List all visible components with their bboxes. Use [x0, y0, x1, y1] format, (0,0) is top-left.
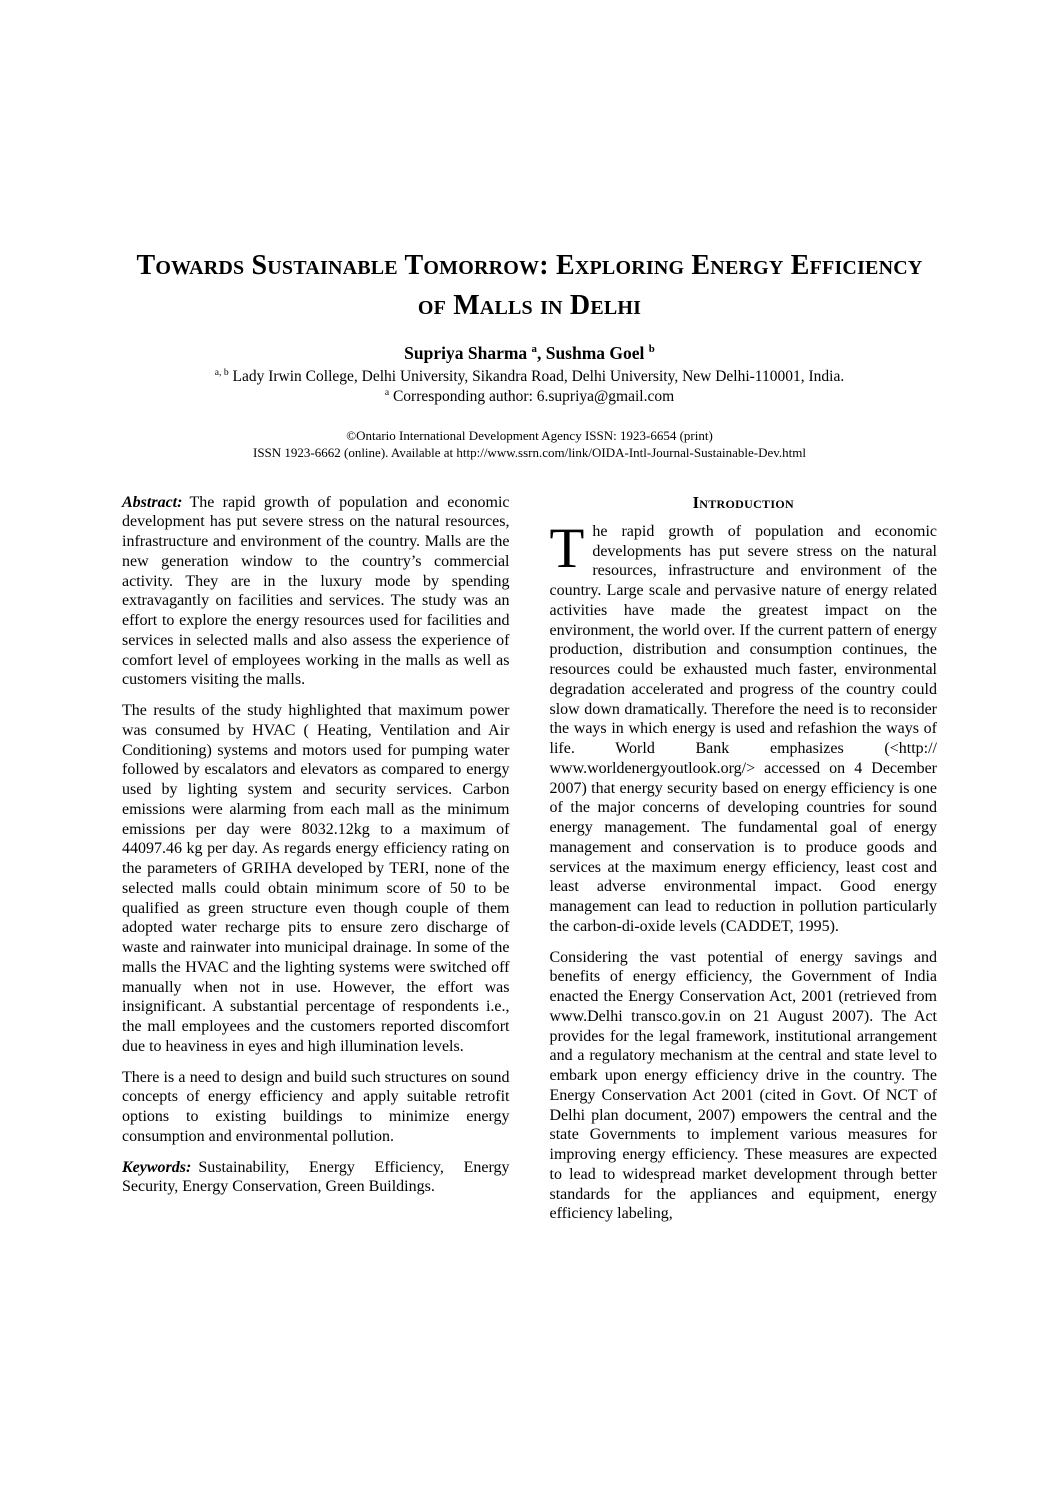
dropcap-letter: T [549, 516, 585, 580]
paper-title: Towards Sustainable Tomorrow: Exploring Energy Efficiency of Malls in Delhi [136, 250, 923, 321]
author-1-superscript: a [531, 342, 537, 355]
abstract-recommendation-text: There is a need to design and build such structures on sound concepts of energy efficiency and apply suitable retrofit options to existing buildings to minimize energy consumption and environmental pollution. [122, 1068, 510, 1145]
keywords-label: Keywords: [122, 1158, 192, 1176]
corresponding-superscript: a [384, 386, 390, 398]
introduction-heading: Introduction [692, 492, 794, 512]
affiliation-superscript: a, b [214, 366, 229, 378]
keywords-text: Sustainability, Energy Efficiency, Energy Security, Energy Conservation, Green Buildings. [122, 1158, 510, 1196]
affiliation-line [122, 367, 937, 387]
author-2-superscript: b [648, 342, 655, 355]
affiliation-text: Lady Irwin College, Delhi University, Sikandra Road, Delhi University, New Delhi-110001, India. [228, 367, 845, 385]
publisher-issn-print-line: ©Ontario International Development Agency ISSN: 1923-6654 (print) [346, 427, 713, 443]
introduction-paragraph-2-text: Considering the vast potential of energy savings and benefits of energy efficiency, the Government of India enacted the Energy Conservation Act, 2001 (retrieved from www.Delhi transco.gov.in on 21 August 2007). The Act provides for the legal framework, institutional arrangement and a regulatory mechanism at the central and state level to embark upon energy efficiency drive in the country. The Energy Conservation Act 2001 (cited in Govt. Of NCT of Delhi plan document, 2007) empowers the central and the state Governments to implement various measures for improving energy efficiency. These measures are expected to lead to widespread market development through better standards for the appliances and equipment, energy efficiency labeling, [549, 948, 937, 1223]
abstract-text: The rapid growth of population and economic development has put severe stress on the natural resources, infrastructure and environment of the country. Malls are the new generation window to the country’s commercial activity. They are in the luxury mode by spending extravagantly on facilities and services. The study was an effort to explore the energy resources used for facilities and services in selected malls and also assess the experience of comfort level of employees working in the malls as well as customers visiting the malls. [122, 493, 510, 689]
corresponding-text: Corresponding author: 6.supriya@gmail.com [389, 387, 675, 405]
introduction-paragraph-2 [550, 948, 938, 1225]
left-column [122, 493, 510, 1236]
introduction-paragraph-1-text: he rapid growth of population and economic developments has put severe stress on the natural resources, infrastructure and environment of the country. Large scale and pervasive nature of energy related activities have made the greatest impact on the environment, the world over. If the current pattern of energy production, distribution and consumption continues, the resources could be exhausted much faster, environmental degradation accelerated and progress of the country could slow down dramatically. Therefore the need is to reconsider the ways in which energy is used and refashion the ways of life. World Bank emphasizes (<http:// www.worldenergyoutlook.org/> accessed on 4 December 2007) that energy security based on energy efficiency is one of the major concerns of developing countries for sound energy management. The fundamental goal of energy management and conservation is to produce goods and services at the maximum energy efficiency, least cost and least adverse environmental impact. Good energy management can lead to reduction in pollution particularly the carbon-di-oxide levels (CADDET, 1995). [549, 522, 937, 935]
author-1-name: Supriya Sharma [404, 342, 528, 363]
body-columns [122, 493, 937, 1236]
right-column [550, 493, 938, 1236]
abstract-label: Abstract: [122, 493, 183, 511]
abstract-paragraph [122, 493, 510, 691]
author-separator: , [536, 342, 546, 363]
abstract-results-paragraph [122, 701, 510, 1057]
publisher-issn-online-line: ISSN 1923-6662 (online). Available at http://www.ssrn.com/link/OIDA-Intl-Journal-Sustainable-Dev.html [252, 444, 806, 460]
abstract-recommendation-paragraph [122, 1068, 510, 1147]
author-2-name: Sushma Goel [545, 342, 645, 363]
corresponding-author-line [122, 387, 937, 407]
authors-line [122, 343, 937, 364]
publisher-block [122, 428, 937, 462]
introduction-paragraph-1 [549, 516, 938, 937]
abstract-results-text: The results of the study highlighted that maximum power was consumed by HVAC ( Heating, Ventilation and Air Conditioning) systems and motors used for pumping water followed by escalators and elevators as compared to energy used by lighting system and security services. Carbon emissions were alarming from each mall as the minimum emissions per day were 8032.12kg to a maximum of 44097.46 kg per day. As regards energy efficiency rating on the parameters of GRIHA developed by TERI, none of the selected malls could obtain minimum score of 50 to be qualified as green structure even though couple of them adopted water recharge pits to ensure zero discharge of waste and rainwater into municipal drainage. In some of the malls the HVAC and the lighting systems were switched off manually when not in use. However, the effort was insignificant. A substantial percentage of respondents i.e., the mall employees and the customers reported discomfort due to heaviness in eyes and high illumination levels. [122, 702, 510, 1055]
keywords-paragraph [122, 1158, 510, 1198]
